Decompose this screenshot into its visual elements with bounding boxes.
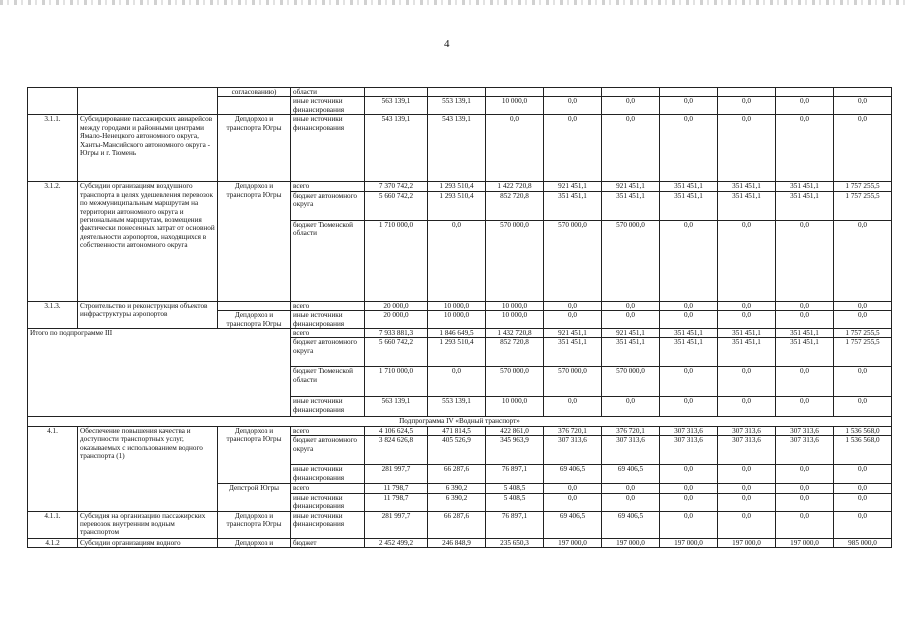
value-cell: 0,0 (544, 397, 602, 417)
value-cell: 0,0 (602, 115, 660, 182)
value-cell: 351 451,1 (602, 338, 660, 367)
value-cell: 0,0 (660, 97, 718, 115)
value-cell: 0,0 (544, 301, 602, 310)
value-cell: 197 000,0 (776, 538, 834, 547)
source-cell: всего (291, 329, 365, 338)
value-cell: 1 710 000,0 (365, 220, 428, 301)
value-cell: 0,0 (602, 397, 660, 417)
value-cell: 0,0 (660, 367, 718, 397)
source-cell: всего (291, 426, 365, 435)
value-cell: 0,0 (660, 220, 718, 301)
value-cell: 66 287,6 (428, 511, 486, 538)
value-cell (718, 88, 776, 97)
value-cell: 10 000,0 (486, 301, 544, 310)
value-cell: 1 757 255,5 (834, 191, 892, 220)
value-cell: 351 451,1 (776, 338, 834, 367)
value-cell: 0,0 (718, 397, 776, 417)
value-cell: 1 536 568,0 (834, 426, 892, 435)
subprogram-header: Подпрограмма IV «Водный транспорт» (28, 417, 892, 426)
value-cell: 0,0 (834, 311, 892, 329)
value-cell: 351 451,1 (544, 338, 602, 367)
value-cell: 0,0 (834, 115, 892, 182)
value-cell: 351 451,1 (776, 191, 834, 220)
value-cell: 351 451,1 (660, 191, 718, 220)
value-cell (834, 88, 892, 97)
value-cell: 307 313,6 (602, 436, 660, 465)
value-cell: 0,0 (660, 511, 718, 538)
source-cell: иные источники финансирования (291, 493, 365, 511)
executor-cell: Депдорхоз и транспорта Югры (218, 511, 291, 538)
source-cell: иные источники финансирования (291, 311, 365, 329)
value-cell: 985 000,0 (834, 538, 892, 547)
value-cell: 0,0 (718, 465, 776, 484)
value-cell: 281 997,7 (365, 465, 428, 484)
value-cell: 570 000,0 (602, 367, 660, 397)
value-cell: 0,0 (834, 220, 892, 301)
value-cell: 351 451,1 (602, 191, 660, 220)
value-cell: 0,0 (544, 311, 602, 329)
source-cell: области (291, 88, 365, 97)
value-cell: 351 451,1 (718, 191, 776, 220)
row-number: 4.1. (28, 426, 78, 511)
value-cell (544, 88, 602, 97)
value-cell: 0,0 (718, 301, 776, 310)
executor-cell: Депдорхоз и (218, 538, 291, 547)
scan-artifact-line (0, 0, 905, 5)
value-cell: 307 313,6 (776, 426, 834, 435)
value-cell: 11 798,7 (365, 484, 428, 493)
value-cell (776, 88, 834, 97)
measure-name: Субсидия на организацию пассажирских перевозок внутренним водным транспортом (78, 511, 218, 538)
value-cell: 5 408,5 (486, 484, 544, 493)
value-cell: 6 390,2 (428, 493, 486, 511)
value-cell: 570 000,0 (544, 367, 602, 397)
value-cell: 11 798,7 (365, 493, 428, 511)
value-cell: 0,0 (718, 311, 776, 329)
value-cell: 0,0 (660, 397, 718, 417)
value-cell: 852 720,8 (486, 338, 544, 367)
value-cell: 281 997,7 (365, 511, 428, 538)
row-number: 3.1.2. (28, 182, 78, 301)
value-cell: 921 451,1 (544, 329, 602, 338)
value-cell: 0,0 (660, 301, 718, 310)
measure-name: Строительство и реконструкция объектов инфраструктуры аэропортов (78, 301, 218, 328)
value-cell: 1 293 510,4 (428, 191, 486, 220)
value-cell: 0,0 (718, 367, 776, 397)
value-cell: 10 000,0 (486, 311, 544, 329)
source-cell: всего (291, 484, 365, 493)
value-cell: 0,0 (776, 484, 834, 493)
source-cell: иные источники финансирования (291, 511, 365, 538)
value-cell: 570 000,0 (486, 220, 544, 301)
value-cell: 2 452 499,2 (365, 538, 428, 547)
table-row (28, 88, 892, 97)
value-cell: 69 406,5 (544, 511, 602, 538)
value-cell: 10 000,0 (486, 397, 544, 417)
value-cell: 543 139,1 (365, 115, 428, 182)
value-cell: 563 139,1 (365, 397, 428, 417)
table-row (28, 511, 892, 538)
page-number: 4 (444, 38, 450, 50)
value-cell: 197 000,0 (660, 538, 718, 547)
value-cell: 570 000,0 (602, 220, 660, 301)
value-cell (365, 88, 428, 97)
table-cell (28, 88, 78, 115)
value-cell: 0,0 (660, 115, 718, 182)
value-cell: 0,0 (660, 484, 718, 493)
value-cell: 0,0 (428, 220, 486, 301)
value-cell (428, 88, 486, 97)
value-cell: 0,0 (776, 367, 834, 397)
value-cell: 1 757 255,5 (834, 182, 892, 191)
source-cell: иные источники финансирования (291, 115, 365, 182)
measure-name: Субсидии организациям водного (78, 538, 218, 547)
value-cell: 0,0 (602, 97, 660, 115)
executor-cell: Депдорхоз и транспорта Югры (218, 426, 291, 483)
value-cell: 6 390,2 (428, 484, 486, 493)
value-cell: 0,0 (776, 397, 834, 417)
row-number: 4.1.2 (28, 538, 78, 547)
value-cell: 570 000,0 (486, 367, 544, 397)
value-cell: 10 000,0 (428, 311, 486, 329)
source-cell: всего (291, 301, 365, 310)
value-cell: 553 139,1 (428, 397, 486, 417)
value-cell: 921 451,1 (602, 329, 660, 338)
value-cell: 405 526,9 (428, 436, 486, 465)
value-cell (486, 88, 544, 97)
measure-name: Субсидии организациям воздушного транспорта в целях удешевления перевозок по межмуниципальным маршрутам на территории автономного округа и региональным маршрутам, возмещения фактически понесенных затрат от основной деятельности аэропортов, находящихся в собственности автономного округа (78, 182, 218, 301)
table-row (28, 538, 892, 547)
table-row (28, 329, 892, 338)
value-cell: 471 814,5 (428, 426, 486, 435)
value-cell: 197 000,0 (544, 538, 602, 547)
value-cell: 0,0 (834, 465, 892, 484)
value-cell: 0,0 (486, 115, 544, 182)
value-cell: 0,0 (776, 465, 834, 484)
table-row (28, 417, 892, 426)
value-cell: 0,0 (834, 97, 892, 115)
value-cell: 1 710 000,0 (365, 367, 428, 397)
value-cell: 7 370 742,2 (365, 182, 428, 191)
value-cell: 0,0 (718, 493, 776, 511)
source-cell: иные источники финансирования (291, 465, 365, 484)
value-cell: 563 139,1 (365, 97, 428, 115)
value-cell: 307 313,6 (776, 436, 834, 465)
value-cell: 0,0 (834, 301, 892, 310)
value-cell: 0,0 (544, 97, 602, 115)
value-cell: 5 660 742,2 (365, 338, 428, 367)
value-cell: 0,0 (776, 115, 834, 182)
value-cell: 1 757 255,5 (834, 329, 892, 338)
value-cell: 197 000,0 (718, 538, 776, 547)
source-cell: иные источники финансирования (291, 97, 365, 115)
value-cell: 0,0 (776, 493, 834, 511)
value-cell: 0,0 (718, 484, 776, 493)
value-cell: 570 000,0 (544, 220, 602, 301)
value-cell: 0,0 (776, 301, 834, 310)
value-cell: 307 313,6 (660, 426, 718, 435)
value-cell: 246 848,9 (428, 538, 486, 547)
value-cell: 0,0 (718, 220, 776, 301)
value-cell: 0,0 (544, 484, 602, 493)
executor-cell: согласованию) (218, 88, 291, 97)
value-cell: 69 406,5 (602, 465, 660, 484)
value-cell: 0,0 (428, 367, 486, 397)
value-cell: 921 451,1 (602, 182, 660, 191)
value-cell: 0,0 (602, 301, 660, 310)
value-cell: 351 451,1 (718, 329, 776, 338)
executor-cell: Депдорхоз и транспорта Югры (218, 115, 291, 182)
value-cell: 422 861,0 (486, 426, 544, 435)
value-cell: 307 313,6 (544, 436, 602, 465)
value-cell: 351 451,1 (544, 191, 602, 220)
value-cell: 852 720,8 (486, 191, 544, 220)
value-cell: 1 422 720,8 (486, 182, 544, 191)
row-number: 3.1.3. (28, 301, 78, 328)
value-cell: 76 897,1 (486, 511, 544, 538)
value-cell: 235 650,3 (486, 538, 544, 547)
value-cell: 0,0 (776, 511, 834, 538)
value-cell: 307 313,6 (718, 426, 776, 435)
budget-table (27, 87, 892, 548)
subtotal-label: Итого по подпрограмме III (28, 329, 291, 417)
value-cell: 0,0 (602, 311, 660, 329)
value-cell: 351 451,1 (718, 338, 776, 367)
measure-name: Субсидирование пассажирских авиарейсов между городами и районными центрами Ямало-Ненецкого автономного округа, Ханты-Мансийского автономного округа - Югры и г. Тюмень (78, 115, 218, 182)
value-cell: 351 451,1 (660, 182, 718, 191)
value-cell: 69 406,5 (544, 465, 602, 484)
source-cell: бюджет Тюменской области (291, 220, 365, 301)
value-cell: 0,0 (718, 115, 776, 182)
value-cell: 376 720,1 (602, 426, 660, 435)
value-cell: 376 720,1 (544, 426, 602, 435)
value-cell: 921 451,1 (544, 182, 602, 191)
row-number: 4.1.1. (28, 511, 78, 538)
value-cell: 351 451,1 (660, 329, 718, 338)
value-cell: 0,0 (834, 511, 892, 538)
table-row (28, 426, 892, 435)
value-cell: 0,0 (544, 115, 602, 182)
value-cell: 76 897,1 (486, 465, 544, 484)
source-cell: бюджет (291, 538, 365, 547)
value-cell: 351 451,1 (718, 182, 776, 191)
value-cell: 307 313,6 (718, 436, 776, 465)
value-cell: 66 287,6 (428, 465, 486, 484)
table-body (28, 88, 892, 548)
value-cell: 0,0 (718, 511, 776, 538)
measure-name: Обеспечение повышения качества и доступности транспортных услуг, оказываемых с использованием водного транспорта (1) (78, 426, 218, 511)
value-cell: 0,0 (834, 367, 892, 397)
value-cell: 69 406,5 (602, 511, 660, 538)
value-cell (660, 88, 718, 97)
value-cell: 351 451,1 (776, 329, 834, 338)
value-cell: 20 000,0 (365, 311, 428, 329)
value-cell: 20 000,0 (365, 301, 428, 310)
value-cell: 0,0 (660, 465, 718, 484)
value-cell: 543 139,1 (428, 115, 486, 182)
source-cell: бюджет автономного округа (291, 191, 365, 220)
source-cell: бюджет Тюменской области (291, 367, 365, 397)
value-cell: 10 000,0 (428, 301, 486, 310)
value-cell: 0,0 (602, 493, 660, 511)
value-cell: 3 824 626,8 (365, 436, 428, 465)
value-cell: 10 000,0 (486, 97, 544, 115)
value-cell (602, 88, 660, 97)
source-cell: всего (291, 182, 365, 191)
source-cell: бюджет автономного округа (291, 338, 365, 367)
value-cell: 5 408,5 (486, 493, 544, 511)
source-cell: бюджет автономного округа (291, 436, 365, 465)
value-cell: 351 451,1 (776, 182, 834, 191)
value-cell: 0,0 (718, 97, 776, 115)
value-cell: 1 536 568,0 (834, 436, 892, 465)
value-cell: 1 432 720,8 (486, 329, 544, 338)
value-cell: 0,0 (834, 397, 892, 417)
value-cell: 553 139,1 (428, 97, 486, 115)
row-number: 3.1.1. (28, 115, 78, 182)
value-cell: 1 293 510,4 (428, 182, 486, 191)
value-cell: 307 313,6 (660, 436, 718, 465)
value-cell: 351 451,1 (660, 338, 718, 367)
table-cell (218, 97, 291, 115)
table-cell (78, 88, 218, 115)
value-cell: 4 106 624,5 (365, 426, 428, 435)
value-cell: 0,0 (776, 311, 834, 329)
executor-cell: Депдорхоз и транспорта Югры (218, 182, 291, 301)
value-cell: 0,0 (602, 484, 660, 493)
table-row (28, 115, 892, 182)
table-cell (218, 301, 291, 310)
value-cell: 0,0 (834, 484, 892, 493)
value-cell: 1 293 510,4 (428, 338, 486, 367)
value-cell: 0,0 (660, 311, 718, 329)
value-cell: 7 933 881,3 (365, 329, 428, 338)
value-cell: 0,0 (660, 493, 718, 511)
executor-cell: Депдорхоз и транспорта Югры (218, 311, 291, 329)
executor-cell: Депстрой Югры (218, 484, 291, 511)
value-cell: 197 000,0 (602, 538, 660, 547)
value-cell: 1 757 255,5 (834, 338, 892, 367)
source-cell: иные источники финансирования (291, 397, 365, 417)
value-cell: 5 660 742,2 (365, 191, 428, 220)
value-cell: 0,0 (776, 97, 834, 115)
value-cell: 0,0 (776, 220, 834, 301)
value-cell: 1 846 649,5 (428, 329, 486, 338)
table-row (28, 182, 892, 191)
value-cell: 345 963,9 (486, 436, 544, 465)
value-cell: 0,0 (834, 493, 892, 511)
table-row (28, 301, 892, 310)
value-cell: 0,0 (544, 493, 602, 511)
